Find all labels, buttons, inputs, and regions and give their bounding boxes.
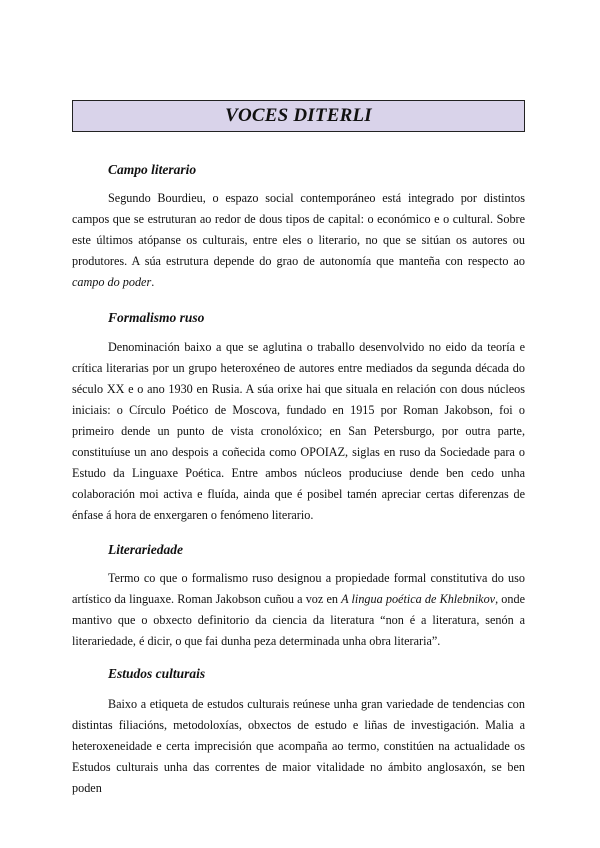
section-body-estudos-culturais: [72, 694, 525, 799]
section-body-campo-literario: [72, 188, 525, 293]
body-text: Segundo Bourdieu, o espazo social contemporáneo está integrado por distintos campos que se estruturan ao redor de dous tipos de capital: o económico e o cultural. Sobre este últimos atópanse os culturais, entre eles o literario, no que se sitúan os autores ou produtores. A súa estrutura depende do grao de autonomía que manteña con respecto ao: [72, 191, 525, 268]
page-title-box: [72, 100, 525, 132]
section-heading-estudos-culturais: Estudos culturais: [108, 666, 206, 681]
section-heading-campo-literario: Campo literario: [108, 162, 197, 177]
body-text: .: [151, 275, 155, 289]
section-body-formalismo-ruso: [72, 337, 525, 526]
body-text: Termo co que o formalismo ruso designou a propiedade formal constitutiva do uso artístico da linguaxe. Roman Jakobson cuñou a voz en: [72, 571, 525, 606]
section-heading-literariedade: Literariedade: [108, 542, 183, 557]
page-title: VOCES DITERLI: [225, 105, 372, 126]
body-italic-title: A lingua poética de Khlebnikov: [341, 592, 496, 606]
section-heading-formalismo-ruso: Formalismo ruso: [108, 310, 205, 325]
body-italic-term: campo do poder: [72, 275, 152, 289]
body-text: , onde mantivo que o obxecto definitorio da ciencia da literatura “non é a literatura, senón a literariedade, é dicir, o que fai dunha peza determinada unha obra literaria”.: [72, 592, 525, 648]
section-body-literariedade: [72, 568, 525, 652]
body-text: Baixo a etiqueta de estudos culturais reúnese unha gran variedade de tendencias con distintas filiacións, metodoloxías, obxectos de estudo e liñas de investigación. Malia a heteroxeneidade e certa imprecisión que acompaña ao termo, constitúen na actualidade os Estudos culturais unha das correntes de maior vitalidade no ámbito anglosaxón, se ben poden: [72, 697, 525, 795]
body-text: Denominación baixo a que se aglutina o traballo desenvolvido no eido da teoría e crítica literarias por un grupo heteroxéneo de autores entre mediados da segunda década do século XX e o ano 1930 en Rusia. A súa orixe hai que situala en relación con dous núcleos iniciais: o Círculo Poético de Moscova, fundado en 1915 por Roman Jakobson, foi o primeiro dende un punto de vista cronolóxico; en San Petersburgo, por outra parte, constituíuse un ano despois a coñecida como OPOIAZ, siglas en ruso da Sociedade para o Estudo da Linguaxe Poética. Entre ambos núcleos produciuse dende ben cedo unha colaboración moi activa e fluída, ainda que é posibel tamén apreciar certas diferenzas de énfase á hora de enxergaren o fenómeno literario.: [72, 340, 525, 522]
